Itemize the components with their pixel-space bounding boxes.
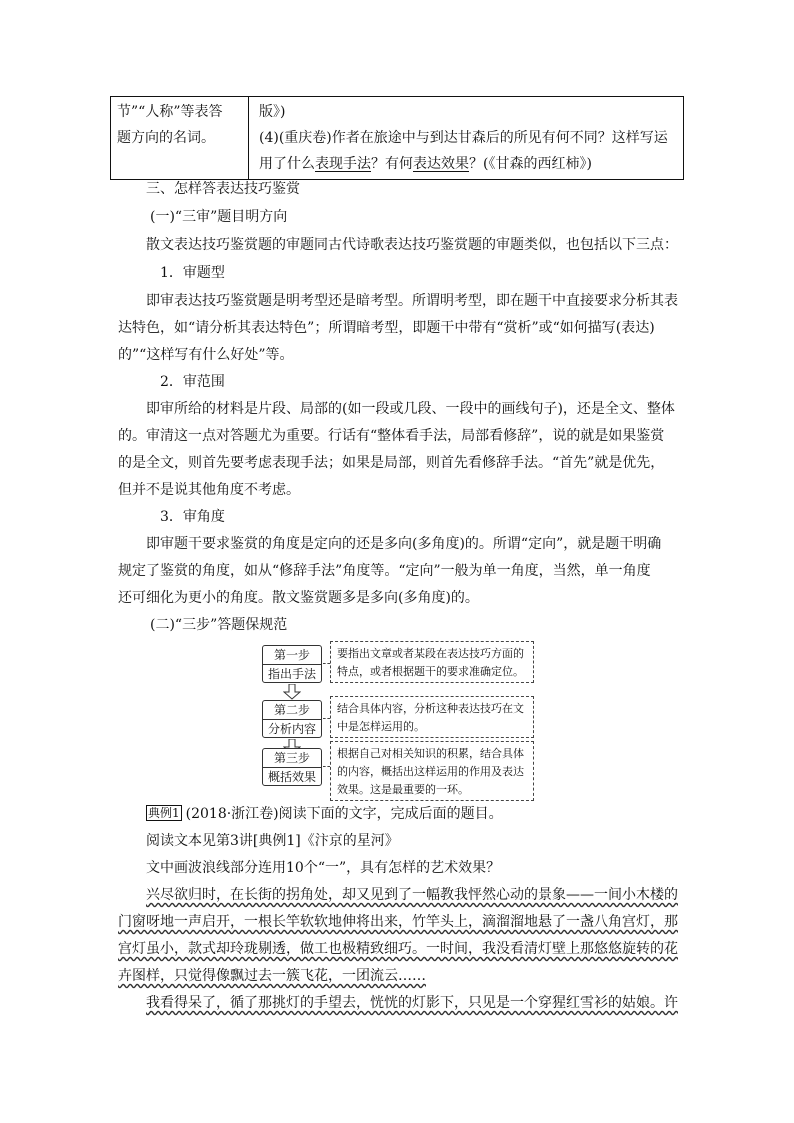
step-label-2 — [262, 700, 322, 738]
table-left-line: 节”“人称”等表答 — [117, 104, 223, 120]
passage-line-wavy: 门窗呀地一声启开，一根长竿软软地伸将出来，竹竿头上，滴溜溜地悬了一盏八角宫灯，那 — [118, 914, 678, 930]
step-number: 第一步 — [263, 646, 321, 665]
step-connector — [323, 663, 330, 664]
step-name: 指出手法 — [267, 667, 316, 681]
text-segment: 用了什么 — [259, 156, 315, 172]
step-description-3: 根据自己对相关知识的积累，结合具体的内容，概括出这样运用的作用及表达效果。这是最重要的一环。 — [330, 741, 534, 801]
example-heading — [146, 803, 503, 825]
subsection-title: (一)“三审”题目明方向 — [150, 209, 288, 225]
paragraph-line: 的”“这样写有什么好处”等。 — [118, 347, 294, 363]
step-number: 第三步 — [263, 749, 321, 768]
table-right-line — [259, 151, 679, 177]
section-title: 三、怎样答表达技巧鉴赏 — [146, 181, 300, 197]
underlined-term: 表达效果 — [413, 156, 469, 172]
step-connector — [323, 766, 330, 767]
table-right-line: (4)(重庆卷)作者在旅途中与到达甘森后的所见有何不同？这样写运 — [259, 130, 668, 146]
passage-line-wavy: 卉图样，只觉得像飘过去一簇飞花，一团流云…… — [118, 968, 426, 984]
answer-table-fragment — [110, 96, 684, 180]
item-title: 1．审题型 — [160, 265, 225, 281]
intro-paragraph: 散文表达技巧鉴赏题的审题同古代诗歌表达技巧鉴赏题的审题类似，也包括以下三点： — [146, 237, 678, 253]
paragraph-line: 达特色，如“请分析其表达特色”；所谓暗考型，即题干中带有“赏析”或“如何描写(表达) — [118, 320, 655, 336]
three-steps-diagram — [262, 641, 534, 796]
step-label-1 — [262, 645, 322, 683]
passage-line-wavy: 宫灯虽小，款式却玲珑剔透，做工也极精致细巧。一时间，我没看清灯壁上那悠悠旋转的花 — [118, 941, 678, 957]
paragraph-line: 的是全文，则首先要考虑表现手法；如果是局部，则首先看修辞手法。“首先”就是优先， — [118, 455, 665, 471]
paragraph-line: 规定了鉴赏的角度，如从“修辞手法”角度等。“定向”一般为单一角度，当然，单一角度 — [118, 563, 651, 579]
step-number: 第二步 — [263, 701, 321, 720]
paragraph-line: 即审表达技巧鉴赏题是明考型还是暗考型。所谓明考型，即在题干中直接要求分析其表 — [146, 293, 678, 309]
step-label-3 — [262, 748, 322, 786]
paragraph-line: 但并不是说其他角度不考虑。 — [118, 482, 300, 498]
text-segment: ？有何 — [371, 156, 413, 172]
subsection-title: (二)“三步”答题保规范 — [150, 617, 288, 633]
step-connector — [323, 718, 330, 719]
paragraph-line: 的。审清这一点对答题尤为重要。行话有“整体看手法，局部看修辞”，说的就是如果鉴赏 — [118, 428, 665, 444]
step-name: 概括效果 — [267, 770, 316, 784]
table-left-line: 题方向的名词。 — [117, 130, 215, 146]
underlined-term: 表现手法 — [315, 156, 371, 172]
example-reference: 阅读文本见第3讲[典例1]《汴京的星河》 — [146, 833, 399, 849]
example-question: 文中画波浪线部分连用10个“一”，具有怎样的艺术效果？ — [146, 860, 501, 876]
example-tag: 典例1 — [148, 806, 180, 820]
step-name: 分析内容 — [267, 722, 316, 736]
paragraph-line: 即审所给的材料是片段、局部的(如一段或几段、一段中的画线句子)，还是全文、整体 — [146, 401, 675, 417]
table-left-cell — [111, 97, 249, 179]
step-description-1: 要指出文章或者某段在表达技巧方面的特点，或者根据题干的要求准确定位。 — [330, 641, 534, 683]
item-title: 2．审范围 — [160, 374, 225, 390]
example-source: (2018·浙江卷)阅读下面的文字，完成后面的题目。 — [185, 806, 503, 822]
text-segment: ？(《甘森的西红柿》) — [469, 156, 592, 172]
passage-line-wavy: 兴尽欲归时，在长街的拐角处，却又见到了一幅教我怦然心动的景象——一间小木楼的 — [146, 887, 678, 903]
paragraph-line: 还可细化为更小的角度。散文鉴赏题多是多向(多角度)的。 — [118, 590, 479, 606]
step-description-2: 结合具体内容，分析这种表达技巧在文中是怎样运用的。 — [330, 696, 534, 738]
item-title: 3．审角度 — [160, 509, 225, 525]
table-right-line: 版》) — [259, 104, 286, 120]
table-right-cell — [259, 97, 679, 181]
passage-line-wavy: 我看得呆了，循了那挑灯的手望去，恍恍的灯影下，只见是一个穿猩红雪衫的姑娘。许 — [146, 995, 678, 1011]
paragraph-line: 即审题干要求鉴赏的角度是定向的还是多向(多角度)的。所谓“定向”，就是题干明确 — [146, 536, 662, 552]
down-arrow-icon — [283, 684, 301, 700]
